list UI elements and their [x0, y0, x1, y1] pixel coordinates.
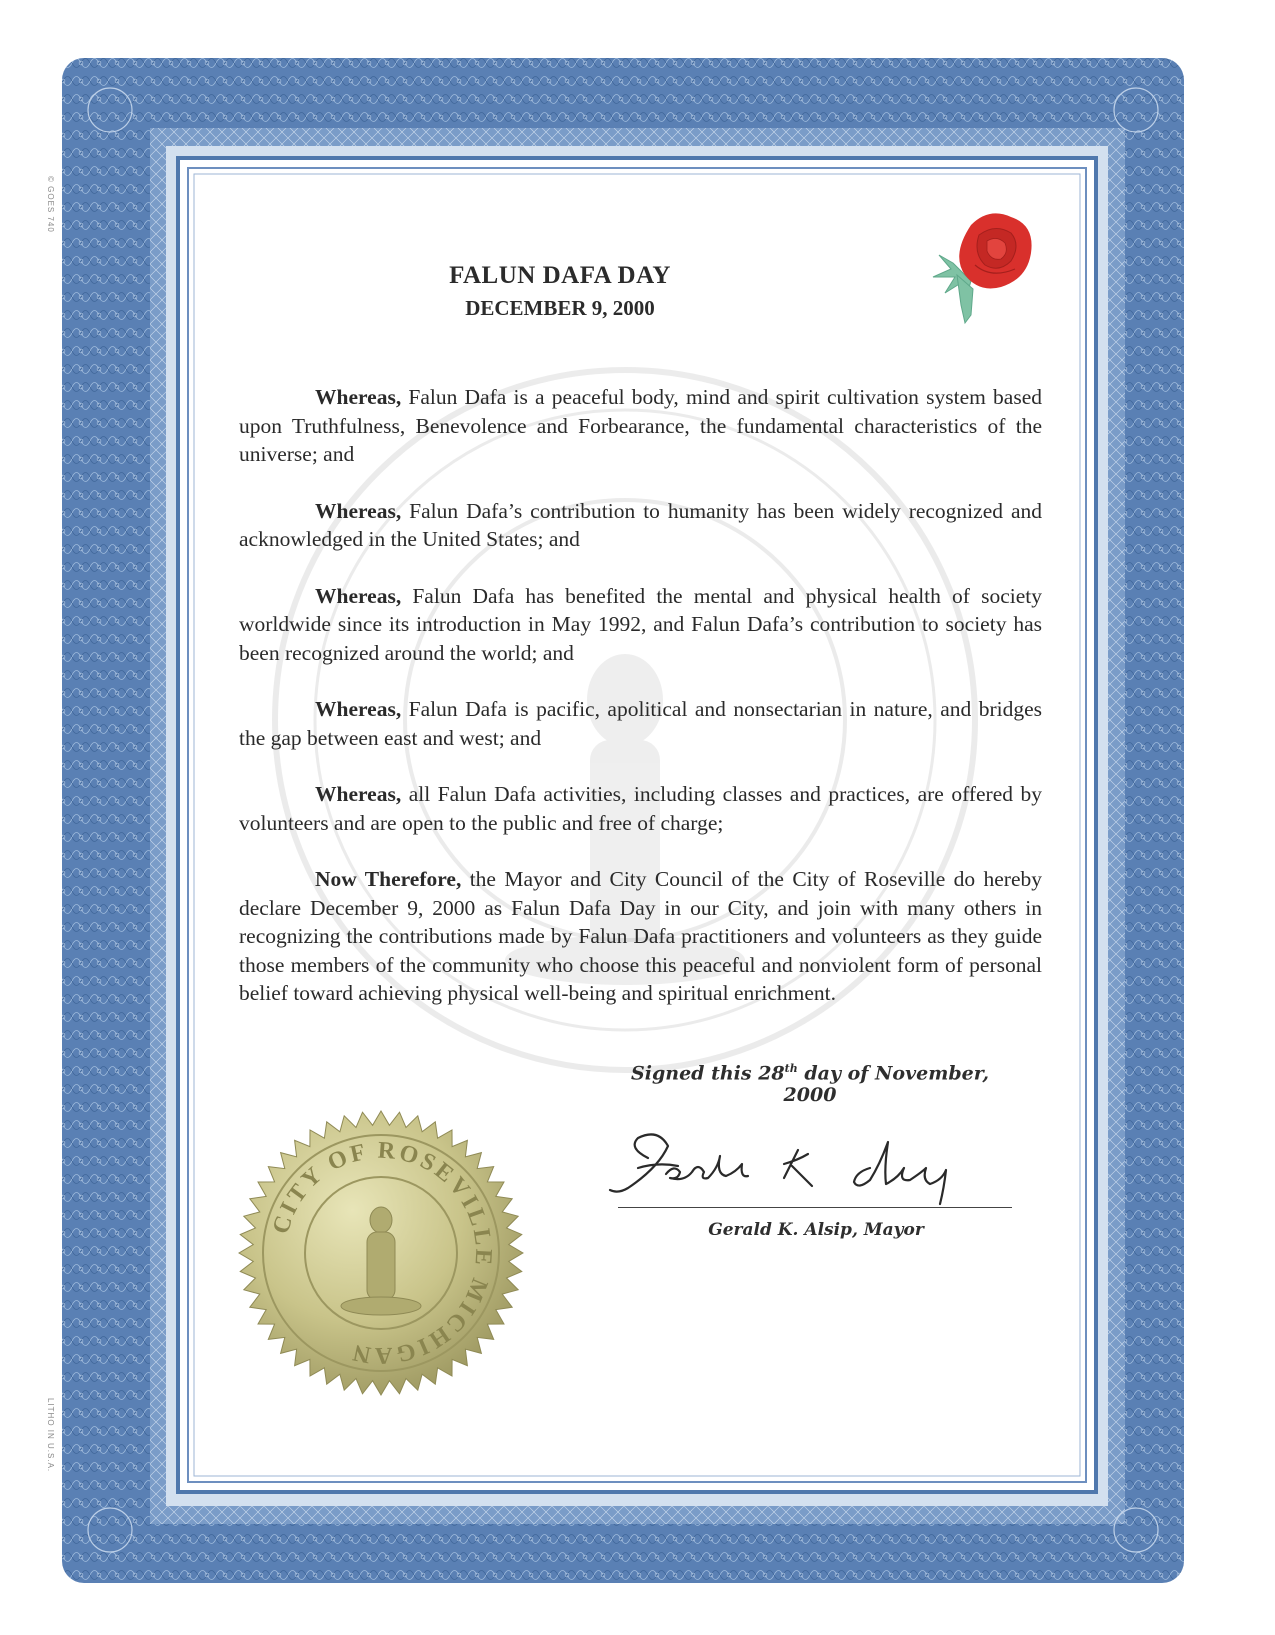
- paragraph-text: all Falun Dafa activities, including classes and practices, are offered by volunteers and are open to the public and free of charge;: [239, 782, 1042, 835]
- paragraph-text: the Mayor and City Council of the City of Roseville do hereby declare December 9, 2000 as Falun Dafa Day in our City, and join with many others in recognizing the contributions made by Falun Dafa practitioners and volunteers as they guide those members of the community who choose this peaceful and nonviolent form of personal belief toward achieving physical well-being and spiritual enrichment.: [239, 867, 1043, 1005]
- paragraph-lead: Whereas,: [315, 583, 402, 608]
- signed-date-line: [620, 1062, 1000, 1106]
- paragraph: [239, 780, 1042, 837]
- mayor-name: Gerald K. Alsip, Mayor: [708, 1220, 924, 1240]
- paragraph: [239, 497, 1042, 554]
- paragraph-text: Falun Dafa has benefited the mental and physical health of society worldwide since its introduction in May 1992, and Falun Dafa’s contribution to society has been recognized around the world; and: [239, 583, 1042, 665]
- mayor-signature: [608, 1128, 1008, 1208]
- signature-line: [618, 1207, 1012, 1208]
- signed-suffix: day of November, 2000: [783, 1062, 989, 1107]
- proclamation-body: [239, 383, 1042, 1036]
- document-date: DECEMBER 9, 2000: [465, 296, 655, 320]
- paragraph-lead: Whereas,: [315, 498, 402, 523]
- seal-text: CITY OF ROSEVILLE MICHIGAN: [267, 1137, 497, 1369]
- paragraph-text: Falun Dafa is pacific, apolitical and nonsectarian in nature, and bridges the gap between east and west; and: [239, 697, 1042, 750]
- paragraph: [239, 582, 1042, 668]
- paragraph: [239, 695, 1042, 752]
- gold-embossed-seal: [236, 1108, 526, 1398]
- paragraph: [239, 865, 1042, 1008]
- rose-icon: [931, 205, 1041, 325]
- print-code-top: © GOES 740: [46, 176, 55, 233]
- paragraph-lead: Now Therefore,: [315, 867, 462, 891]
- paragraph: [239, 383, 1042, 469]
- signed-prefix: Signed this 28: [631, 1062, 785, 1085]
- document-title: FALUN DAFA DAY: [449, 262, 671, 289]
- paragraph-text: Falun Dafa’s contribution to humanity has been widely recognized and acknowledged in the United States; and: [239, 498, 1042, 551]
- paragraph-lead: Whereas,: [315, 697, 402, 721]
- paragraph-lead: Whereas,: [315, 782, 402, 806]
- paragraph-text: Falun Dafa is a peaceful body, mind and spirit cultivation system based upon Truthfulness, Benevolence and Forbearance, the fundamental characteristics of the universe; and: [239, 385, 1042, 466]
- print-code-bottom: LITHO IN U.S.A.: [46, 1398, 55, 1473]
- paragraph-lead: Whereas,: [315, 385, 402, 409]
- signed-ordinal: th: [784, 1062, 798, 1075]
